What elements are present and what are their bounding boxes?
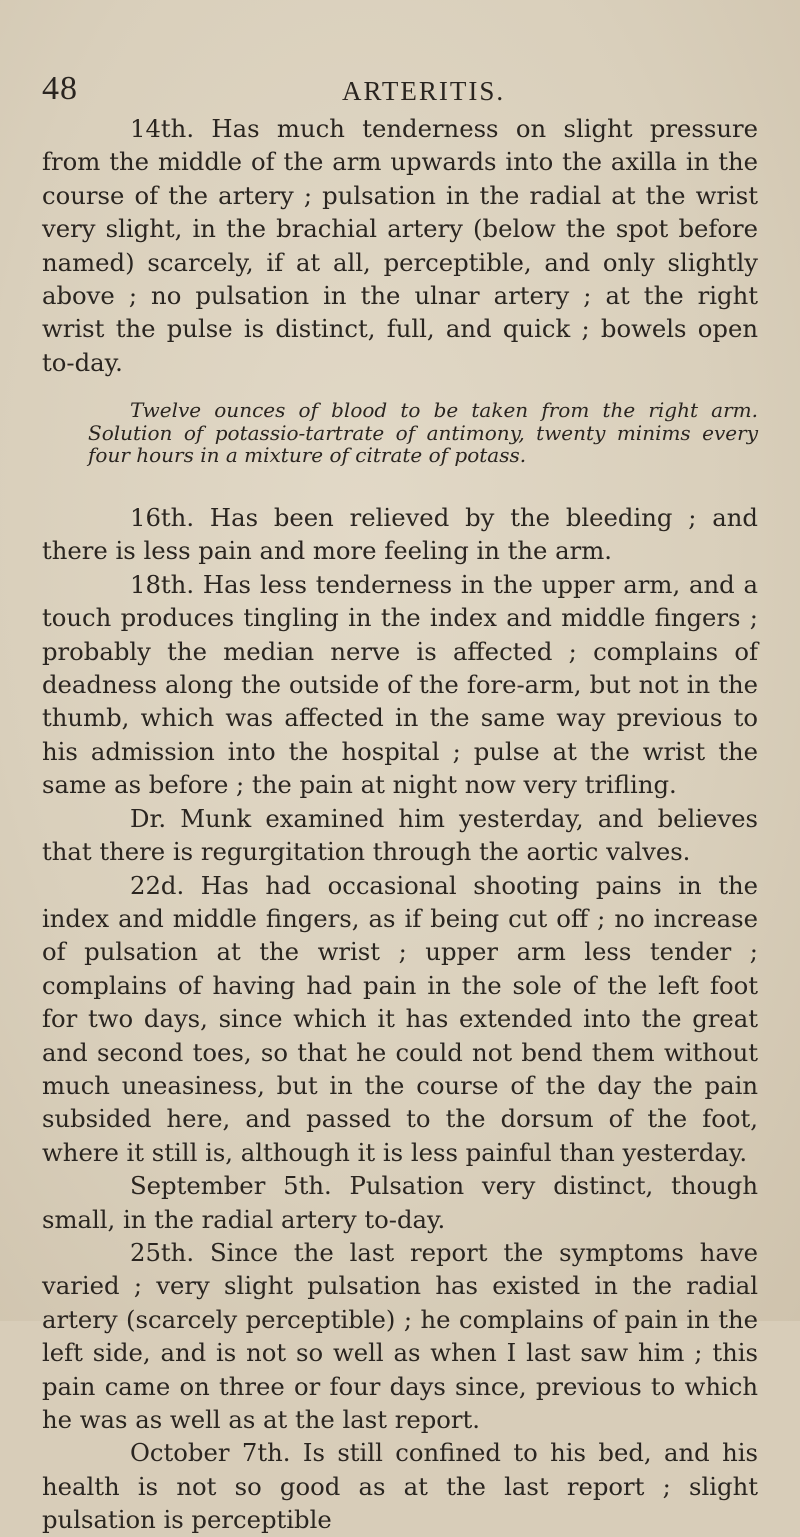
paragraph-16th: 16th. Has been relieved by the bleeding ; and there is less pain and more feeling in the arm. (42, 503, 758, 566)
paragraph-september-5th: September 5th. Pulsation very distinct, though small, in the radial artery to-day. (42, 1171, 758, 1234)
treatment-note: Twelve ounces of blood to be taken from the right arm. Solution of potassio-tartrate of antimony, twenty minims every four hours in a mixture of citrate of potass. (88, 398, 758, 468)
running-head: ARTERITIS. (342, 76, 506, 106)
paragraph-22d: 22d. Has had occasional shooting pains in the index and middle fingers, as if being cut off ; no increase of pulsation at the wrist ; upper arm less tender ; complains of having had pain in the sole of the left foot for two days, since which it has extended into the great and second toes, so that he could not bend them without much uneasiness, but in the course of the day the pain subsided here, and passed to the dorsum of the foot, where it still is, although it is less painful than yesterday. (42, 870, 758, 1167)
body-text (42, 112, 758, 1537)
page-header (0, 70, 800, 110)
paragraph-25th: 25th. Since the last report the symptoms have varied ; very slight pulsation has existed in the radial artery (scarcely perceptible) ; he complains of pain in the left side, and is not so well as when I last saw him ; this pain came on three or four days since, previous to which he was as well as at the last report. (42, 1237, 758, 1434)
page-number: 48 (42, 70, 78, 107)
paragraph-18th: 18th. Has less tenderness in the upper arm, and a touch produces tingling in the index and middle fingers ; probably the median nerve is affected ; complains of deadness along the outside of the fore-arm, but not in the thumb, which was affected in the same way previous to his admission into the hospital ; pulse at the wrist the same as before ; the pain at night now very trifling. (42, 569, 758, 800)
paragraph-14th: 14th. Has much tenderness on slight pressure from the middle of the arm upwards into the axilla in the course of the artery ; pulsation in the radial at the wrist very slight, in the brachial artery (below the spot before named) scarcely, if at all, perceptible, and only slightly above ; no pulsation in the ulnar artery ; at the right wrist the pulse is distinct, full, and quick ; bowels open to-day. (42, 114, 758, 377)
paragraph-dr-munk: Dr. Munk examined him yesterday, and believes that there is regurgitation through the aortic valves. (42, 803, 758, 867)
paragraph-october-7th: October 7th. Is still confined to his bed, and his health is not so good as at the last report ; slight pulsation is perceptible (42, 1438, 758, 1535)
